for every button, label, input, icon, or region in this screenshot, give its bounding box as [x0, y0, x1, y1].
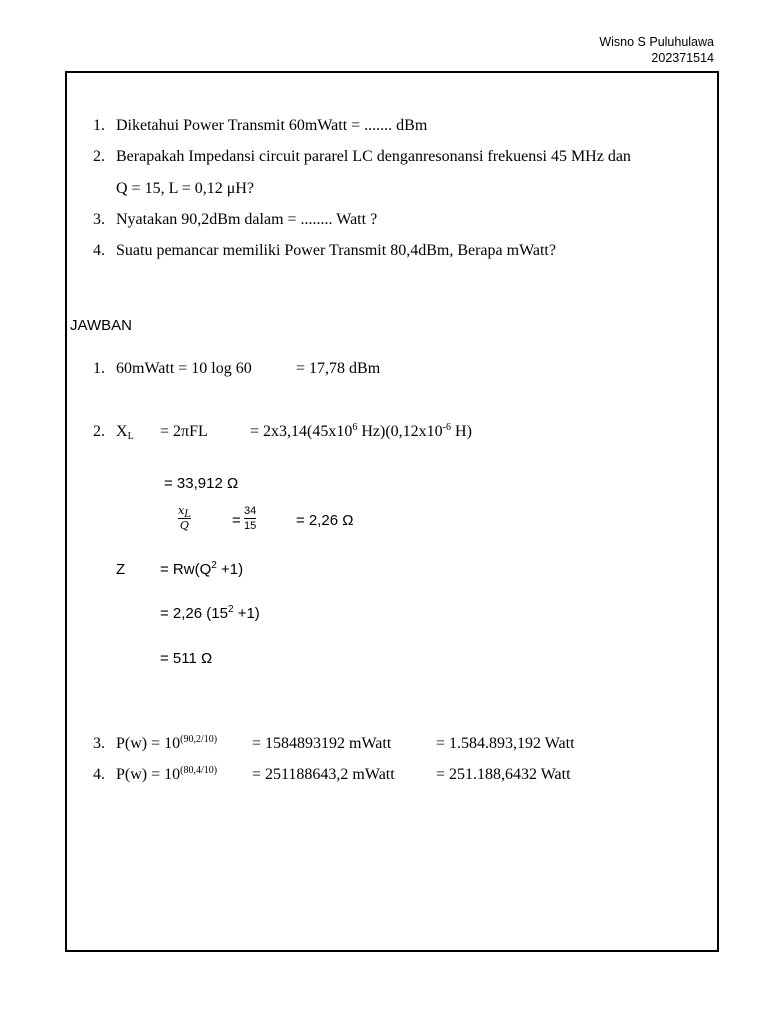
question-1-text: Diketahui Power Transmit 60mWatt = ....... dBm [116, 117, 428, 134]
xl-formula: = 2πFL [160, 423, 208, 440]
question-4-text: Suatu pemancar memiliki Power Transmit 80,4dBm, Berapa mWatt? [116, 242, 556, 259]
question-4-number: 4. [93, 242, 105, 259]
question-3-number: 3. [93, 211, 105, 228]
z-result: = 511 Ω [160, 650, 213, 667]
student-id: 202371514 [651, 51, 714, 65]
answer-1-left: 60mWatt = 10 log 60 [116, 360, 252, 377]
answer-3-number: 3. [93, 735, 105, 752]
document-frame [65, 71, 719, 952]
question-2-continuation: Q = 15, L = 0,12 μH? [116, 180, 255, 197]
xl-calculation: = $2x3,14(45x10^6$ $Hz)(0,12x10^{-6}$ H) [250, 422, 472, 440]
answer-3-formula: $P(w) = 10^{(90,2/10)}$ [116, 734, 218, 752]
fraction-xl-over-q: $x_L$ Q [178, 504, 191, 532]
fraction-34-over-15: 34 15 [244, 505, 257, 532]
z-label: Z [116, 561, 126, 578]
answer-1-number: 1. [93, 360, 105, 377]
z-formula: = $Rw(Q^2 +1)$ [160, 560, 244, 578]
answer-4-mwatt: = 251188643,2 mWatt [252, 766, 395, 783]
answer-heading: JAWBAN [70, 317, 132, 334]
z-substitution: = 2,26 $(15^2 +1)$ [160, 604, 260, 622]
xl-label: $X_L$ [116, 423, 134, 442]
answer-3-watt: = 1.584.893,192 Watt [436, 735, 575, 752]
answer-4-formula: $P(w) = 10^{(80,4/10)}$ [116, 765, 218, 783]
answer-3-mwatt: = 1584893192 mWatt [252, 735, 392, 752]
answer-2-number: 2. [93, 423, 105, 440]
question-2-text: Berapakah Impedansi circuit pararel LC denganresonansi frekuensi 45 MHz dan [116, 148, 631, 165]
fraction-equals: = [232, 512, 241, 529]
author-name: Wisno S Puluhulawa [599, 35, 714, 49]
question-3-text: Nyatakan 90,2dBm dalam = ........ Watt ? [116, 211, 378, 228]
rw-result: = 2,26 Ω [296, 512, 354, 529]
answer-1-result: = 17,78 dBm [296, 360, 381, 377]
question-1-number: 1. [93, 117, 105, 134]
answer-4-watt: = 251.188,6432 Watt [436, 766, 571, 783]
xl-result: = 33,912 Ω [164, 475, 239, 492]
question-2-number: 2. [93, 148, 105, 165]
answer-4-number: 4. [93, 766, 105, 783]
author-header [599, 34, 714, 66]
